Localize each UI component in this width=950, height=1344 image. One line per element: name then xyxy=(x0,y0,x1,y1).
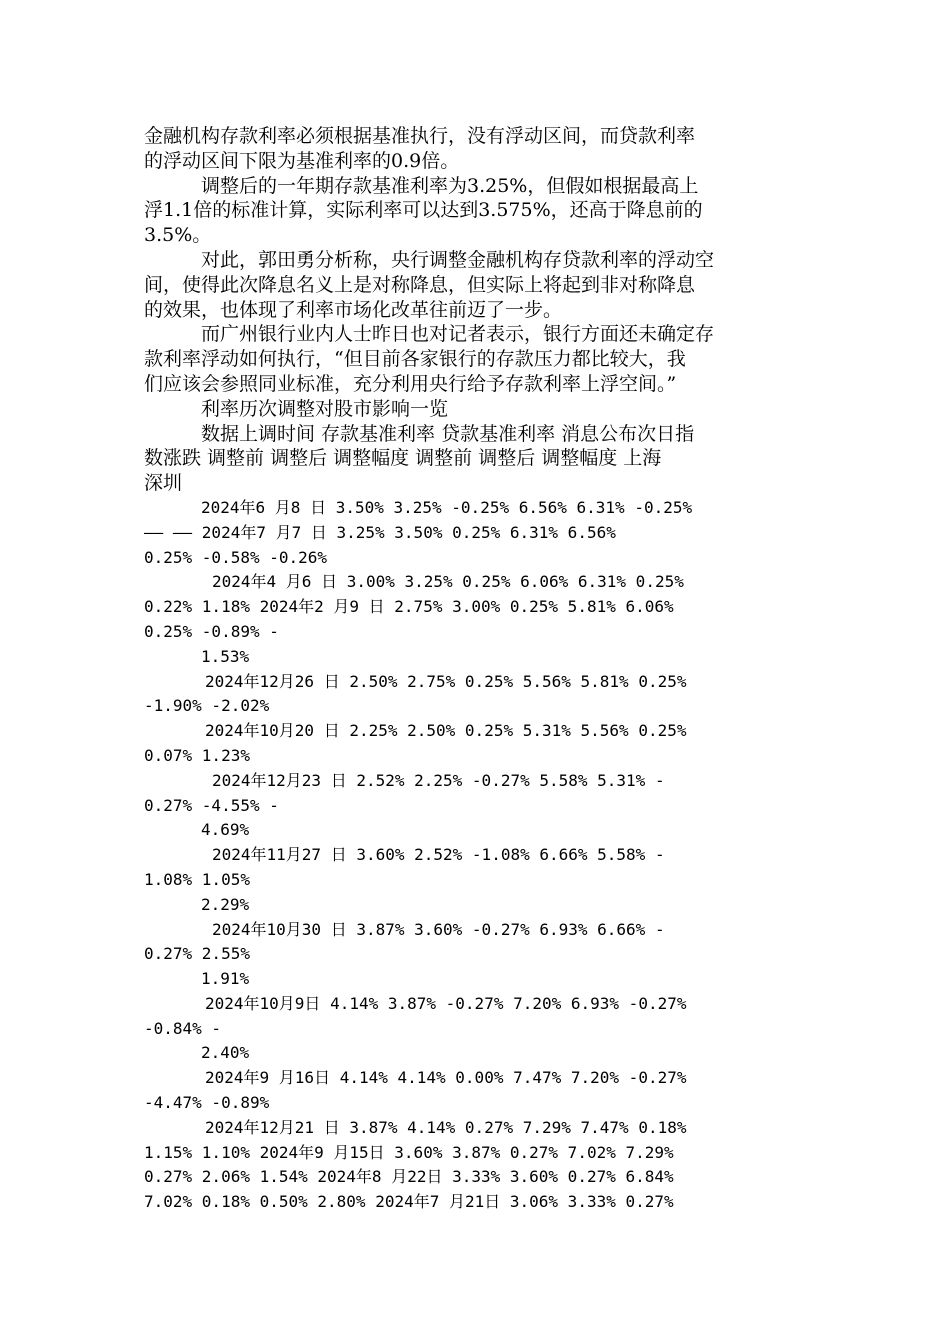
table-row-line: 2.29% xyxy=(201,894,250,914)
table-row-line: 2024年10月30 日 3.87% 3.60% -0.27% 6.93% 6.66% - xyxy=(212,919,665,939)
text-line: 3.5%。 xyxy=(144,224,212,247)
table-row-line: 1.91% xyxy=(201,969,250,989)
text-line: 而广州银行业内人士昨日也对记者表示，银行方面还未确定存 xyxy=(201,323,715,346)
table-row-line: 7.02% 0.18% 0.50% 2.80% 2024年7 月21日 3.06% 3.33% 0.27% xyxy=(144,1192,674,1212)
table-row-line: 0.25% -0.89% - xyxy=(144,621,279,641)
text-line: 的浮动区间下限为基准利率的0.9倍。 xyxy=(144,149,460,172)
table-row-line: 0.27% -4.55% - xyxy=(144,795,279,815)
text-line: 调整后的一年期存款基准利率为3.25%，但假如根据最高上 xyxy=(201,174,699,197)
table-row-line: 2.40% xyxy=(201,1043,250,1063)
text-line: 款利率浮动如何执行，“但目前各家银行的存款压力都比较大，我 xyxy=(144,348,686,371)
table-header-line: 数涨跌 调整前 调整后 调整幅度 调整前 调整后 调整幅度 上海 xyxy=(144,447,662,470)
table-row-line: -1.90% -2.02% xyxy=(144,696,270,716)
text-line: 浮1.1倍的标准计算，实际利率可以达到3.575%，还高于降息前的 xyxy=(144,199,703,222)
text-line: 们应该会参照同业标准，充分利用央行给予存款利率上浮空间。” xyxy=(144,372,677,395)
table-row-line: 2024年9 月16日 4.14% 4.14% 0.00% 7.47% 7.20% -0.27% xyxy=(205,1068,687,1088)
table-row-line: 2024年12月26 日 2.50% 2.75% 0.25% 5.56% 5.81% 0.25% xyxy=(205,671,687,691)
document-body xyxy=(144,124,810,1215)
text-line: 间，使得此次降息名义上是对称降息，但实际上将起到非对称降息 xyxy=(144,273,696,296)
table-header-line: 深圳 xyxy=(144,472,183,495)
text-line: 的效果，也体现了利率市场化改革往前迈了一步。 xyxy=(144,298,563,321)
table-row-line: 2024年12月23 日 2.52% 2.25% -0.27% 5.58% 5.31% - xyxy=(212,770,665,790)
table-title: 利率历次调整对股市影响一览 xyxy=(201,397,449,420)
table-row-line: 0.22% 1.18% 2024年2 月9 日 2.75% 3.00% 0.25% 5.81% 6.06% xyxy=(144,597,674,617)
table-row-line: -4.47% -0.89% xyxy=(144,1093,270,1113)
table-row-line: 1.53% xyxy=(201,646,250,666)
table-row-line: 2024年10月20 日 2.25% 2.50% 0.25% 5.31% 5.56% 0.25% xyxy=(205,721,687,741)
table-row-line: 0.27% 2.06% 1.54% 2024年8 月22日 3.33% 3.60% 0.27% 6.84% xyxy=(144,1167,674,1187)
table-row-line: 2024年11月27 日 3.60% 2.52% -1.08% 6.66% 5.58% - xyxy=(212,845,665,865)
table-row-line: 0.27% 2.55% xyxy=(144,944,250,964)
table-row-line: -0.84% - xyxy=(144,1018,222,1038)
text-line: 对此，郭田勇分析称，央行调整金融机构存贷款利率的浮动空 xyxy=(201,248,715,271)
table-row-line: 2024年6 月8 日 3.50% 3.25% -0.25% 6.56% 6.31% -0.25% xyxy=(201,497,693,517)
table-row-line: 1.15% 1.10% 2024年9 月15日 3.60% 3.87% 0.27% 7.02% 7.29% xyxy=(144,1142,674,1162)
table-row-line: 2024年12月21 日 3.87% 4.14% 0.27% 7.29% 7.47% 0.18% xyxy=(205,1117,687,1137)
table-row-line: 2024年10月9日 4.14% 3.87% -0.27% 7.20% 6.93% -0.27% xyxy=(205,993,687,1013)
table-row-line: 0.25% -0.58% -0.26% xyxy=(144,547,328,567)
table-row-line: 0.07% 1.23% xyxy=(144,745,250,765)
table-header-line: 数据上调时间 存款基准利率 贷款基准利率 消息公布次日指 xyxy=(201,422,695,445)
table-row-line: 1.08% 1.05% xyxy=(144,869,250,889)
text-line: 金融机构存款利率必须根据基准执行，没有浮动区间，而贷款利率 xyxy=(144,125,696,147)
table-row-line: —— —— 2024年7 月7 日 3.25% 3.50% 0.25% 6.31% 6.56% xyxy=(144,522,616,542)
table-row-line: 2024年4 月6 日 3.00% 3.25% 0.25% 6.06% 6.31% 0.25% xyxy=(212,572,684,592)
table-row-line: 4.69% xyxy=(201,820,250,840)
